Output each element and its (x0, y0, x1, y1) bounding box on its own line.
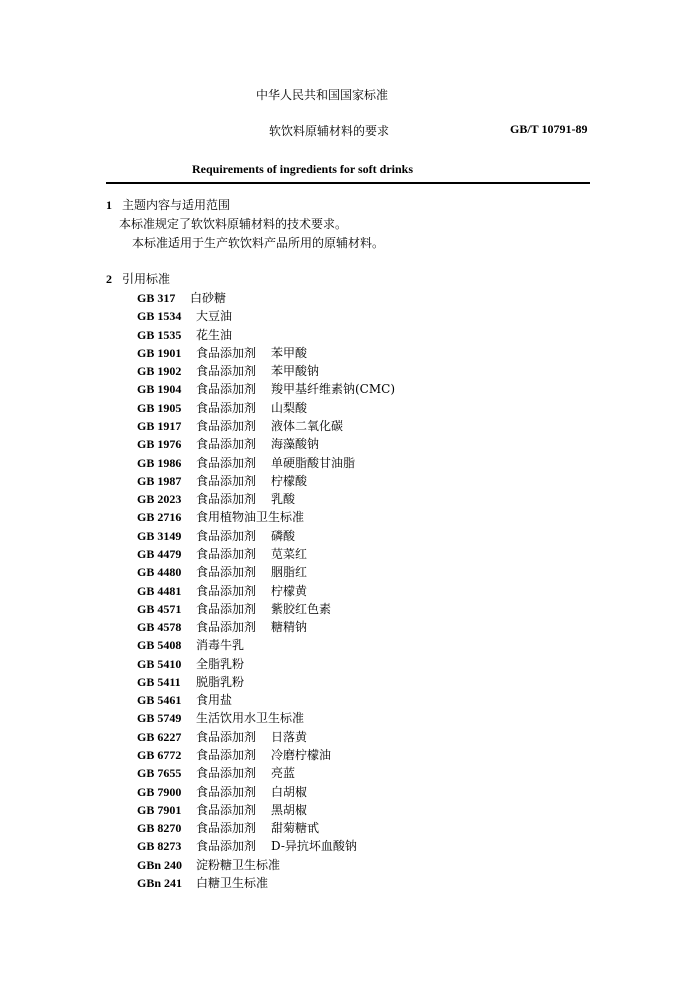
reference-code: GB 5408 (137, 638, 182, 653)
reference-title: 磷酸 (271, 528, 296, 543)
reference-item (137, 728, 307, 745)
reference-code: GB 4578 (137, 620, 182, 634)
reference-title: 羧甲基纤维素钠(CMC) (271, 382, 396, 397)
reference-title: 苯甲酸 (271, 345, 308, 360)
reference-category: 食品添加剂 (196, 839, 257, 854)
reference-title: D-异抗坏血酸钠 (271, 839, 357, 854)
reference-code: GBn 240 (137, 857, 183, 872)
reference-item (137, 472, 307, 489)
reference-code: GBn 241 (137, 876, 183, 890)
reference-code: GB 5749 (137, 711, 182, 726)
reference-code: GB 2716 (137, 510, 182, 525)
reference-category: 食品添加剂 (196, 565, 257, 580)
reference-title: 食用植物油卫生标准 (196, 510, 305, 525)
reference-item (137, 636, 244, 653)
reference-title: 消毒牛乳 (196, 638, 245, 653)
reference-category: 食品添加剂 (196, 437, 257, 452)
reference-item (137, 819, 319, 836)
reference-category: 食品添加剂 (196, 400, 257, 415)
reference-code: GB 7655 (137, 766, 182, 781)
reference-item (137, 837, 357, 854)
reference-item (137, 764, 295, 781)
reference-code: GB 1905 (137, 400, 182, 415)
reference-code: GB 1904 (137, 382, 182, 397)
reference-title: 糖精钠 (271, 620, 308, 634)
reference-category: 食品添加剂 (196, 528, 257, 543)
reference-item (137, 673, 244, 690)
reference-category: 食品添加剂 (196, 473, 257, 488)
reference-category: 食品添加剂 (196, 492, 257, 507)
reference-title: 花生油 (196, 327, 233, 342)
reference-code: GB 317 (137, 291, 176, 305)
reference-code: GB 6227 (137, 729, 182, 744)
reference-title: 胭脂红 (271, 565, 308, 580)
reference-code: GB 5410 (137, 656, 182, 671)
reference-title: 全脂乳粉 (196, 656, 245, 671)
reference-title: 苋菜红 (271, 546, 308, 561)
reference-title: 单硬脂酸甘油脂 (271, 455, 356, 470)
reference-code: GB 1901 (137, 345, 182, 360)
reference-title: 山梨酸 (271, 400, 308, 415)
reference-item (137, 326, 232, 343)
reference-title: 生活饮用水卫生标准 (196, 711, 305, 726)
reference-code: GB 1917 (137, 419, 182, 433)
reference-code: GB 1987 (137, 473, 182, 488)
title-divider (106, 182, 590, 184)
reference-code: GB 8273 (137, 839, 182, 854)
english-title: Requirements of ingredients for soft drinks (192, 162, 414, 176)
reference-code: GB 4480 (137, 565, 182, 580)
reference-item (137, 399, 307, 416)
reference-code: GB 4571 (137, 601, 182, 616)
reference-title: 白糖卫生标准 (196, 876, 269, 890)
reference-title: 白胡椒 (271, 784, 308, 799)
section-1-paragraph: 本标准规定了软饮料原辅材料的技术要求。 (119, 217, 348, 231)
reference-item (137, 655, 244, 672)
standard-code: GB/T 10791-89 (510, 122, 588, 136)
reference-item (137, 435, 319, 452)
reference-item (137, 380, 395, 397)
reference-title: 液体二氧化碳 (271, 419, 344, 433)
reference-item (137, 545, 307, 562)
section-1-paragraph: 本标准适用于生产软饮料产品所用的原辅材料。 (132, 236, 385, 250)
reference-item (137, 783, 307, 800)
reference-code: GB 4481 (137, 583, 182, 598)
reference-category: 食品添加剂 (196, 601, 257, 616)
reference-item (137, 362, 319, 379)
reference-code: GB 1902 (137, 364, 182, 379)
section-2-heading (106, 270, 170, 287)
reference-category: 食品添加剂 (196, 729, 257, 744)
reference-category: 食品添加剂 (196, 419, 257, 433)
reference-item (137, 563, 307, 580)
reference-item (137, 691, 232, 708)
reference-code: GB 1986 (137, 455, 182, 470)
reference-code: GB 5461 (137, 693, 182, 708)
reference-title: 淀粉糖卫生标准 (196, 857, 281, 872)
reference-item (137, 856, 280, 873)
document-title: 软饮料原辅材料的要求 (269, 124, 390, 138)
reference-item (137, 508, 304, 525)
reference-item (137, 618, 307, 635)
reference-code: GB 1535 (137, 327, 182, 342)
reference-item (137, 709, 304, 726)
reference-code: GB 1534 (137, 309, 182, 324)
reference-code: GB 7901 (137, 802, 182, 817)
reference-title: 脱脂乳粉 (196, 674, 245, 689)
reference-code: GB 1976 (137, 437, 182, 452)
reference-category: 食品添加剂 (196, 784, 257, 799)
reference-category: 食品添加剂 (196, 382, 257, 397)
reference-title: 亮蓝 (271, 766, 296, 781)
section-1-heading (106, 196, 230, 213)
reference-code: GB 6772 (137, 748, 182, 762)
reference-title: 柠檬黄 (271, 583, 308, 598)
reference-item (137, 582, 307, 599)
section-number: 2 (106, 272, 112, 286)
reference-title: 海藻酸钠 (271, 437, 320, 452)
reference-title: 柠檬酸 (271, 473, 308, 488)
section-number: 1 (106, 198, 112, 212)
reference-category: 食品添加剂 (196, 766, 257, 781)
reference-code: GB 5411 (137, 674, 181, 689)
reference-category: 食品添加剂 (196, 455, 257, 470)
reference-category: 食品添加剂 (196, 364, 257, 379)
reference-category: 食品添加剂 (196, 546, 257, 561)
reference-item (137, 307, 232, 324)
reference-code: GB 7900 (137, 784, 182, 799)
reference-title: 冷磨柠檬油 (271, 748, 332, 762)
reference-code: GB 8270 (137, 821, 182, 836)
reference-title: 苯甲酸钠 (271, 364, 320, 379)
reference-category: 食品添加剂 (196, 821, 257, 836)
reference-title: 日落黄 (271, 729, 308, 744)
reference-title: 黑胡椒 (271, 802, 308, 817)
reference-item (137, 527, 295, 544)
reference-item (137, 874, 268, 891)
reference-item (137, 600, 331, 617)
reference-category: 食品添加剂 (196, 583, 257, 598)
reference-title: 食用盐 (196, 693, 233, 708)
reference-category: 食品添加剂 (196, 620, 257, 634)
reference-category: 食品添加剂 (196, 748, 257, 762)
reference-item (137, 417, 343, 434)
reference-item (137, 490, 295, 507)
reference-item (137, 746, 331, 763)
reference-category: 食品添加剂 (196, 345, 257, 360)
reference-title: 乳酸 (271, 492, 296, 507)
reference-title: 白砂糖 (190, 291, 227, 305)
reference-title: 大豆油 (196, 309, 233, 324)
reference-item (137, 289, 226, 306)
section-title: 主题内容与适用范围 (122, 198, 231, 212)
reference-title: 甜菊糖甙 (271, 821, 320, 836)
reference-category: 食品添加剂 (196, 802, 257, 817)
reference-code: GB 2023 (137, 492, 182, 507)
reference-item (137, 454, 355, 471)
reference-code: GB 4479 (137, 546, 182, 561)
reference-code: GB 3149 (137, 528, 182, 543)
section-title: 引用标准 (122, 272, 171, 286)
reference-title: 紫胶红色素 (271, 601, 332, 616)
reference-item (137, 801, 307, 818)
national-standard-label: 中华人民共和国国家标准 (256, 88, 389, 102)
reference-item (137, 344, 307, 361)
